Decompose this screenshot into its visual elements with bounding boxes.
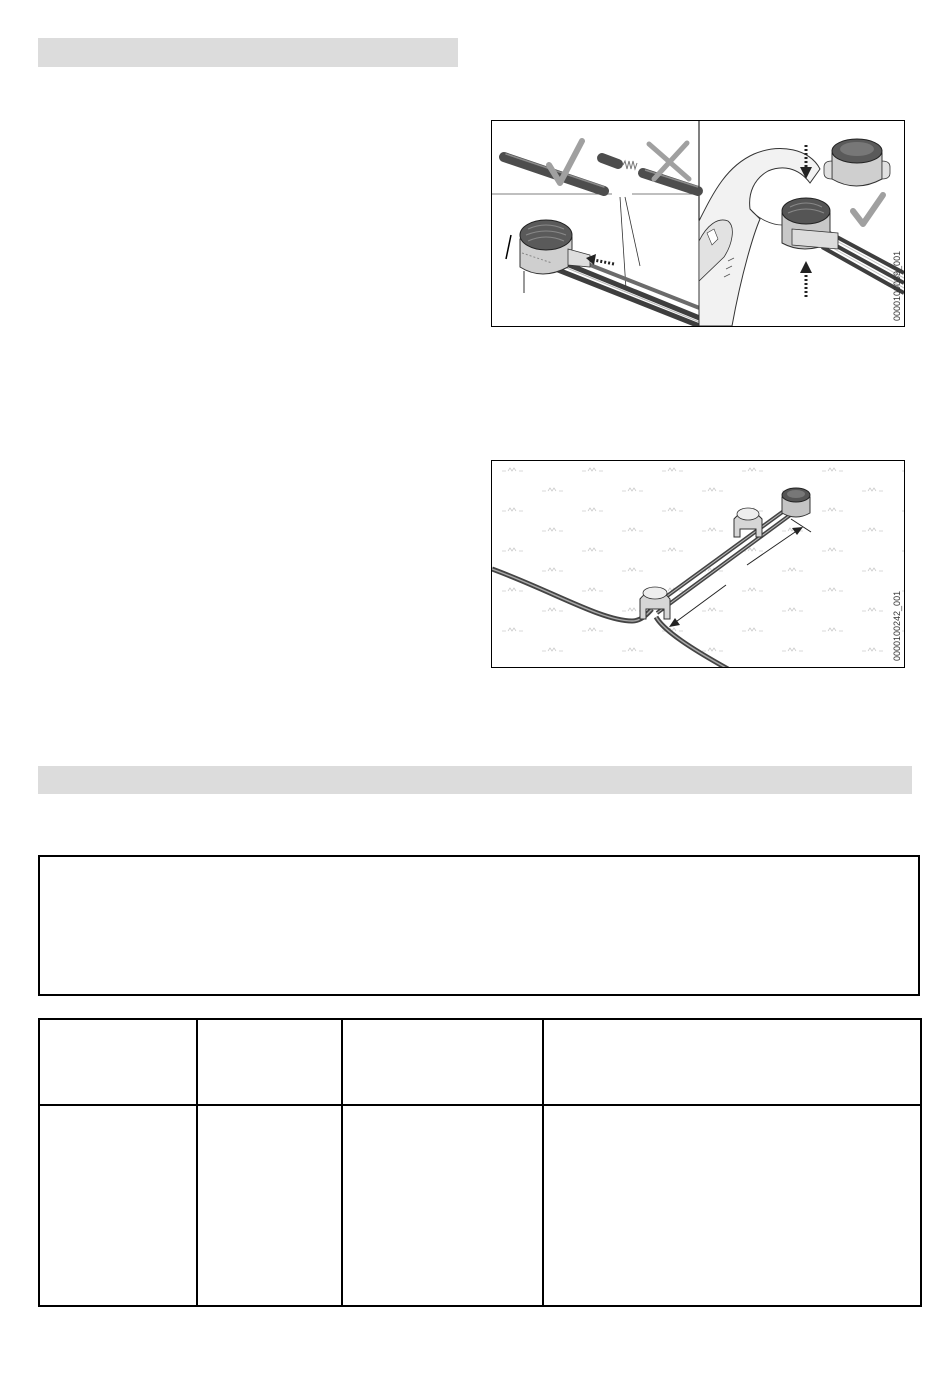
wire-connector xyxy=(782,488,810,517)
table-header-cell xyxy=(342,1019,543,1105)
table-cell xyxy=(197,1105,342,1306)
figure-cable-clips xyxy=(491,460,905,668)
callout-line xyxy=(506,235,511,259)
figure-cable-connector-drawing xyxy=(492,121,904,326)
lawn-background xyxy=(492,461,904,667)
arrow-up-icon xyxy=(800,261,812,297)
section-header-bar xyxy=(38,766,912,794)
table-cell xyxy=(543,1105,921,1306)
callout-line xyxy=(625,197,640,266)
wire-connector xyxy=(520,220,590,274)
figure-code: 0000100242_001 xyxy=(892,590,902,661)
table-header-cell xyxy=(543,1019,921,1105)
figure-cable-clips-drawing xyxy=(492,461,904,667)
notice-box xyxy=(38,855,920,996)
table-cell xyxy=(342,1105,543,1306)
section-header-bar xyxy=(38,38,458,67)
wire-connector-detail xyxy=(824,139,890,186)
data-table xyxy=(38,1018,922,1307)
table-cell xyxy=(39,1105,197,1306)
figure-code: 0000100089_001 xyxy=(892,250,902,321)
table-row xyxy=(39,1105,921,1306)
figure-cable-connector xyxy=(491,120,905,327)
table-header-cell xyxy=(39,1019,197,1105)
wire-connector-pressed xyxy=(782,198,838,249)
table-header-cell xyxy=(197,1019,342,1105)
check-mark-icon xyxy=(853,195,883,224)
table-header-row xyxy=(39,1019,921,1105)
